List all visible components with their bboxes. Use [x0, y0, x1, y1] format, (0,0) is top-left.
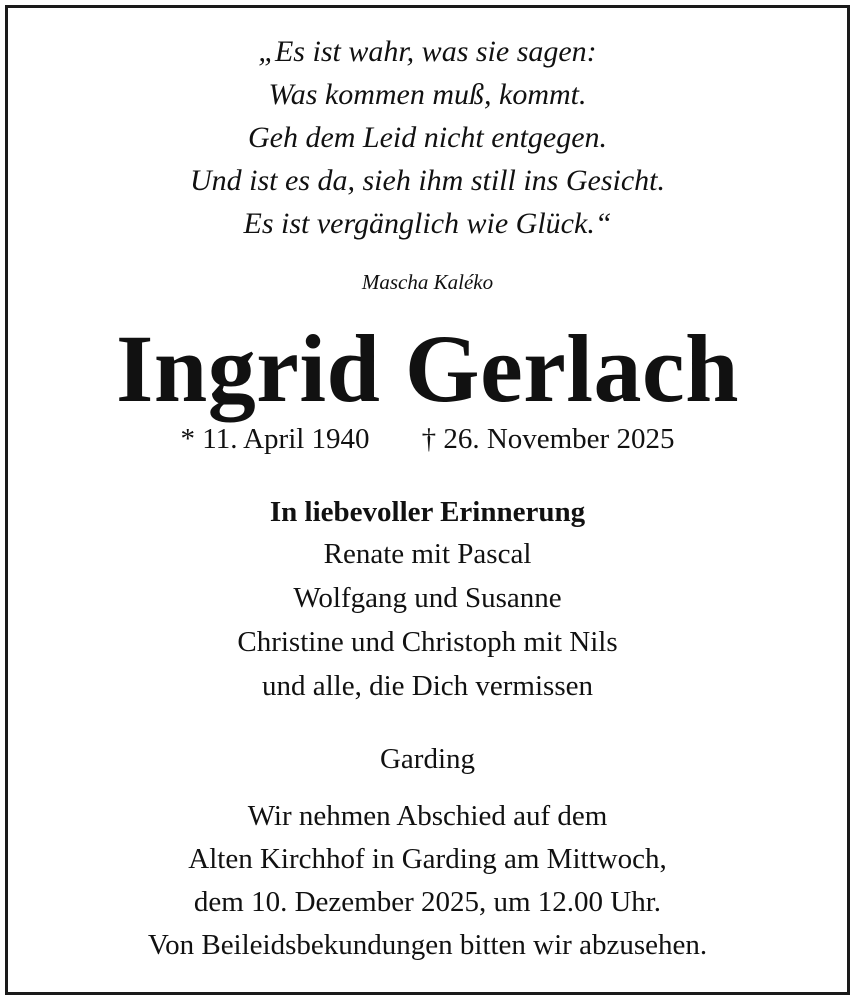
mourner-line-3: Christine und Christoph mit Nils — [237, 626, 618, 658]
poem-line-5: Es ist vergänglich wie Glück.“ — [243, 207, 612, 240]
farewell-line-3: dem 10. Dezember 2025, um 12.00 Uhr. — [193, 886, 662, 918]
life-dates — [0, 423, 855, 456]
birth-date: * 11. April 1940 — [180, 423, 370, 455]
poem-line-1: „Es ist wahr, was sie sagen: — [258, 35, 597, 68]
farewell-line-2: Alten Kirchhof in Garding am Mittwoch, — [188, 843, 667, 875]
mourner-line-1: Renate mit Pascal — [323, 538, 532, 570]
mourner-line-2: Wolfgang und Susanne — [293, 582, 562, 614]
mourner-line-4: und alle, die Dich vermissen — [262, 670, 593, 702]
remembrance-heading: In liebevoller Erinnerung — [269, 496, 586, 528]
farewell-line-4: Von Beileidsbekundungen bitten wir abzusehen. — [147, 929, 708, 961]
death-date: † 26. November 2025 — [421, 423, 675, 455]
poem-line-3: Geh dem Leid nicht entgegen. — [247, 121, 608, 154]
poem-line-2: Was kommen muß, kommt. — [268, 78, 587, 111]
farewell-line-1: Wir nehmen Abschied auf dem — [247, 800, 608, 832]
deceased-name: Ingrid Gerlach — [116, 315, 739, 422]
poem-author: Mascha Kaléko — [361, 270, 494, 294]
place-name: Garding — [379, 743, 476, 775]
poem-line-4: Und ist es da, sieh ihm still ins Gesicht. — [190, 164, 665, 197]
